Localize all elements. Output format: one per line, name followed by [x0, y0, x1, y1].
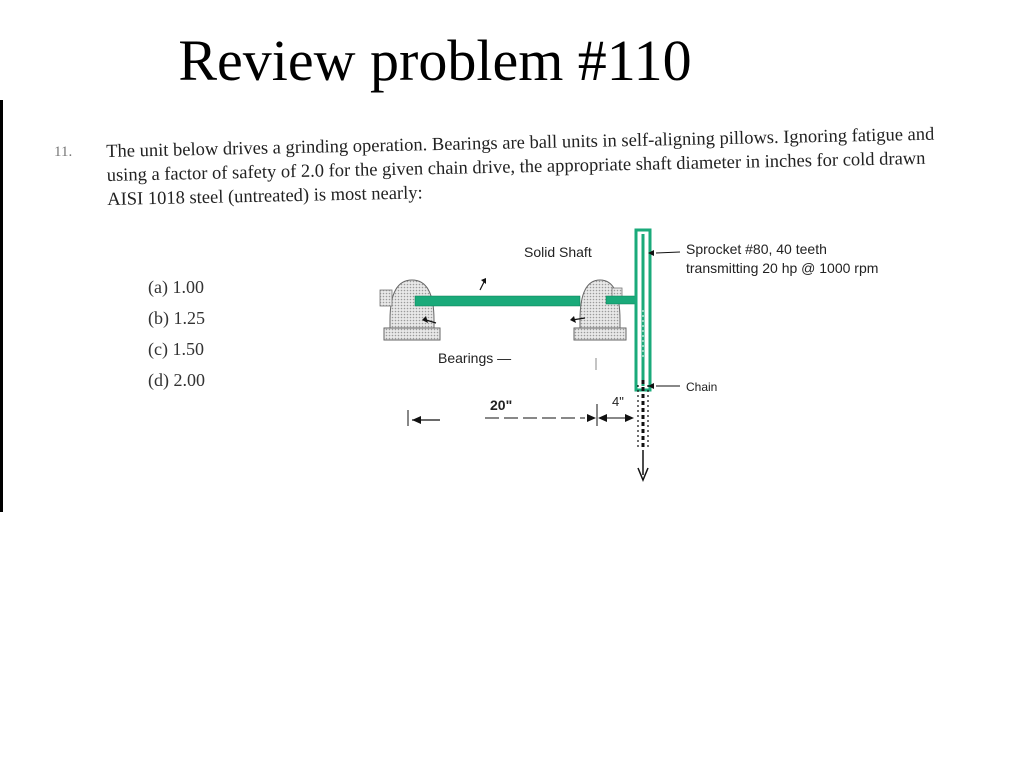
page-title: Review problem #110 — [178, 28, 692, 93]
option-a: (a) 1.00 — [148, 277, 204, 297]
dimension-20 — [408, 397, 596, 426]
left-bearing — [380, 280, 440, 340]
dimension-20-label: 20" — [490, 397, 513, 413]
option-b: (b) 1.25 — [148, 308, 205, 328]
dimension-4-label: 4" — [612, 394, 624, 409]
chain-label: Chain — [686, 380, 718, 394]
option-c: (c) 1.50 — [148, 339, 204, 359]
sprocket-label-line2: transmitting 20 hp @ 1000 rpm — [686, 260, 879, 276]
sprocket — [636, 230, 650, 390]
left-margin-rule — [0, 100, 3, 512]
solid-shaft — [415, 296, 580, 306]
chain — [638, 380, 648, 480]
bearings-label: Bearings — — [438, 350, 512, 366]
solid-shaft-label: Solid Shaft — [524, 244, 592, 260]
shaft-diagram — [40, 130, 1000, 500]
question-text: The unit below drives a grinding operation. Bearings are ball units in self-aligning pillows. Ignoring fatigue and using a factor of safety of 2.0 for the given chain drive, the appropriate shaft diameter in inches for cold drawn AISI 1018 steel (untreated) is most nearly: — [106, 124, 935, 210]
right-bearing — [574, 280, 626, 340]
dimension-4 — [597, 394, 634, 426]
option-d: (d) 2.00 — [148, 370, 205, 390]
scanned-problem — [40, 124, 1000, 500]
question-number: 11. — [54, 144, 73, 160]
sprocket-label-line1: Sprocket #80, 40 teeth — [686, 241, 827, 257]
